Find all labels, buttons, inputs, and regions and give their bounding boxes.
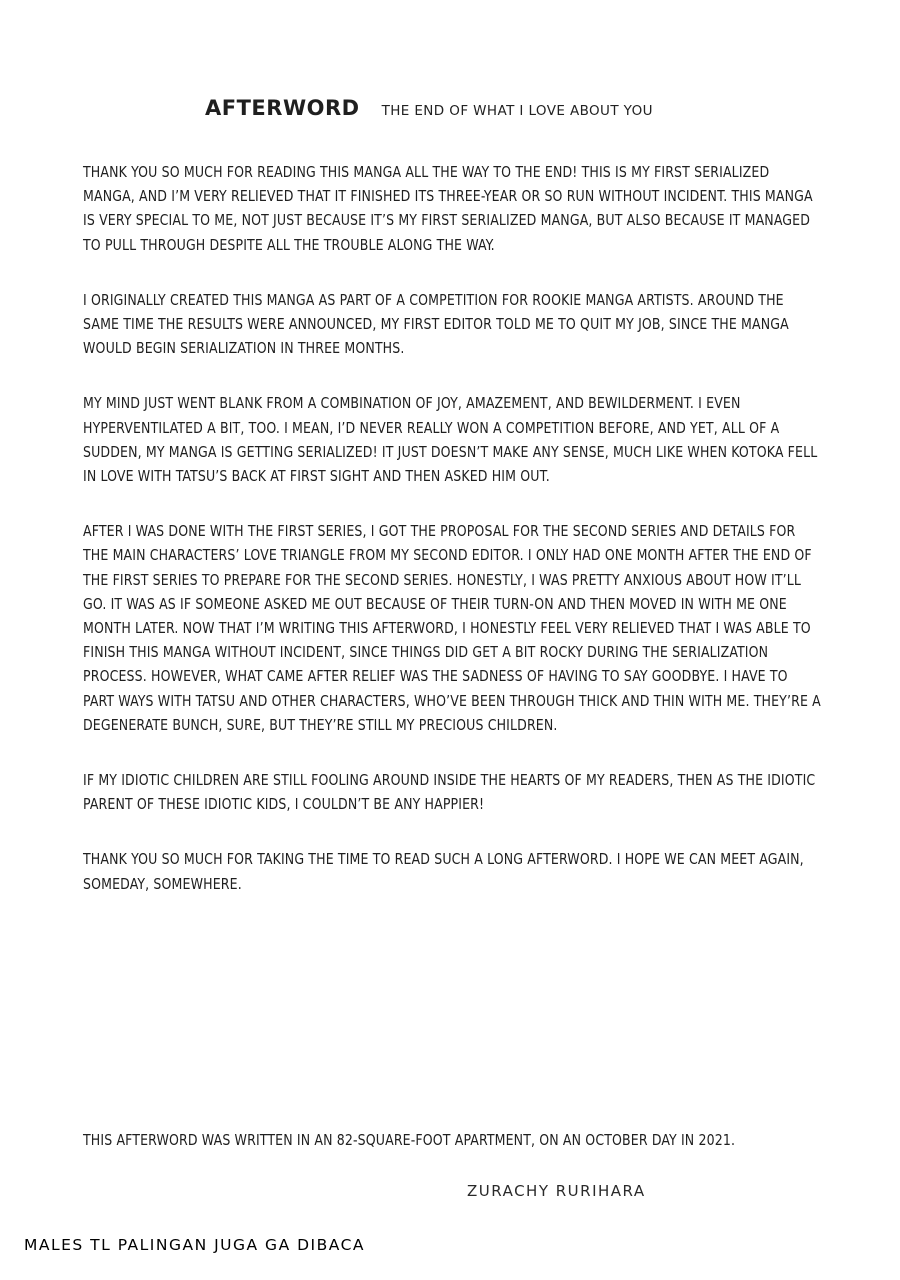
paragraph-2: I ORIGINALLY CREATED THIS MANGA AS PART OF A COMPETITION FOR ROOKIE MANGA ARTISTS. AROUND THE SAME TIME THE RESULTS WERE ANNOUNCED, MY FIRST EDITOR TOLD ME TO QUIT MY JOB, SINCE THE MANGA WOULD BEGIN SERIALIZATION IN THREE MONTHS.: [83, 290, 789, 358]
paragraph-3: MY MIND JUST WENT BLANK FROM A COMBINATION OF JOY, AMAZEMENT, AND BEWILDERMENT. I EVEN HYPERVENTILATED A BIT, TOO. I MEAN, I’D NEVER REALLY WON A COMPETITION BEFORE, AND YET, ALL OF A SUDDEN, MY MANGA IS GETTING SERIALIZED! IT JUST DOESN’T MAKE ANY SENSE, MUCH LIKE WHEN KOTOKA FELL IN LOVE WITH TATSU’S BACK AT FIRST SIGHT AND THEN ASKED HIM OUT.: [83, 394, 818, 486]
author-signature: ZURACHY RURIHARA: [467, 1182, 646, 1200]
afterword-body: [83, 160, 823, 927]
afterword-title: AFTERWORD: [205, 96, 360, 120]
paragraph-1: THANK YOU SO MUCH FOR READING THIS MANGA ALL THE WAY TO THE END! THIS IS MY FIRST SERIALIZED MANGA, AND I’M VERY RELIEVED THAT IT FINISHED ITS THREE-YEAR OR SO RUN WITHOUT INCIDENT. THIS MANGA IS VERY SPECIAL TO ME, NOT JUST BECAUSE IT’S MY FIRST SERIALIZED MANGA, BUT ALSO BECAUSE IT MANAGED TO PULL THROUGH DESPITE ALL THE TROUBLE ALONG THE WAY.: [83, 163, 813, 254]
closing-note: THIS AFTERWORD WAS WRITTEN IN AN 82-SQUARE-FOOT APARTMENT, ON AN OCTOBER DAY IN 2021.: [83, 1131, 736, 1149]
paragraph-4: AFTER I WAS DONE WITH THE FIRST SERIES, I GOT THE PROPOSAL FOR THE SECOND SERIES AND DETAILS FOR THE MAIN CHARACTERS’ LOVE TRIANGLE FROM MY SECOND EDITOR. I ONLY HAD ONE MONTH AFTER THE END OF THE FIRST SERIES TO PREPARE FOR THE SECOND SERIES. HONESTLY, I WAS PRETTY ANXIOUS ABOUT HOW IT’LL GO. IT WAS AS IF SOMEONE ASKED ME OUT BECAUSE OF THEIR TURN-ON AND THEN MOVED IN WITH ME ONE MONTH LATER. NOW THAT I’M WRITING THIS AFTERWORD, I HONESTLY FEEL VERY RELIEVED THAT I WAS ABLE TO FINISH THIS MANGA WITHOUT INCIDENT, SINCE THINGS DID GET A BIT ROCKY DURING THE SERIALIZATION PROCESS. HOWEVER, WHAT CAME AFTER RELIEF WAS THE SADNESS OF HAVING TO SAY GOODBYE. I HAVE TO PART WAYS WITH TATSU AND OTHER CHARACTERS, WHO’VE BEEN THROUGH THICK AND THIN WITH ME. THEY’RE A DEGENERATE BUNCH, SURE, BUT THEY’RE STILL MY PRECIOUS CHILDREN.: [83, 522, 821, 734]
translator-note: MALES TL PALINGAN JUGA GA DIBACA: [24, 1236, 365, 1254]
paragraph-6: THANK YOU SO MUCH FOR TAKING THE TIME TO READ SUCH A LONG AFTERWORD. I HOPE WE CAN MEET AGAIN, SOMEDAY, SOMEWHERE.: [83, 850, 804, 893]
afterword-subtitle: THE END OF WHAT I LOVE ABOUT YOU: [381, 103, 653, 119]
afterword-heading: [205, 96, 653, 120]
closing-note-block: [83, 1128, 823, 1183]
paragraph-5: IF MY IDIOTIC CHILDREN ARE STILL FOOLING AROUND INSIDE THE HEARTS OF MY READERS, THEN AS THE IDIOTIC PARENT OF THESE IDIOTIC KIDS, I COULDN’T BE ANY HAPPIER!: [83, 771, 816, 814]
